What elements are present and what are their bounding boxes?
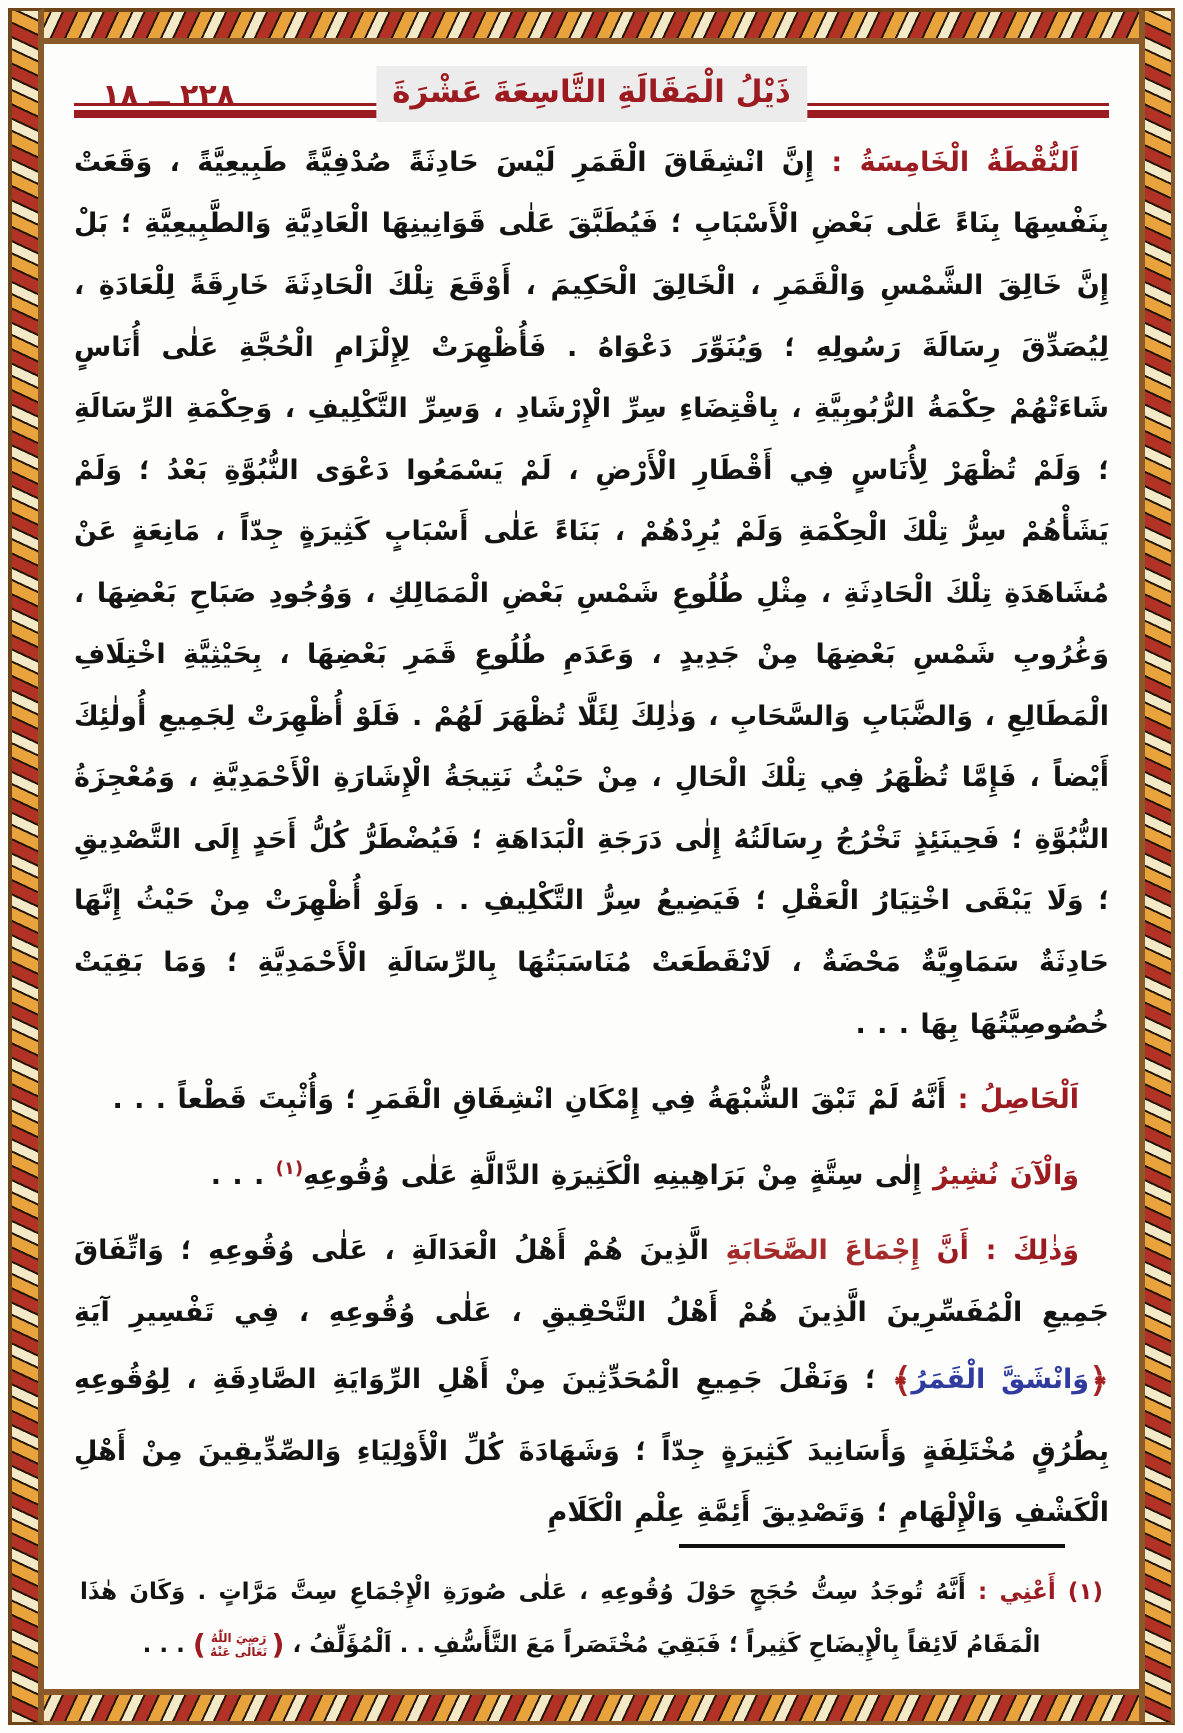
section-lead-conclusion: اَلْحَاصِلُ : bbox=[957, 1084, 1079, 1116]
page-header bbox=[74, 66, 1109, 113]
section-lead-fifth-point: اَلنُّقْطَةُ الْخَامِسَةُ : bbox=[831, 146, 1079, 178]
paragraph-text: إِنَّ انْشِقَاقَ الْقَمَرِ لَيْسَ حَادِثَةً صُدْفِيَّةً طَبِيعِيَّةً ، وَقَعَتْ بِنَفْسِهَا بِنَاءً عَلٰى بَعْضِ الْأَسْبَابِ ؛ فَيُطَبَّقَ عَلٰى قَوَانِينِهَا الْعَادِيَّةِ وَالطَّبِيعِيَّةِ ؛ بَلْ إِنَّ خَالِقَ الشَّمْسِ وَالْقَمَرِ ، الْخَالِقَ الْحَكِيمَ ، أَوْقَعَ تِلْكَ الْحَادِثَةَ خَارِقَةً لِلْعَادَةِ ، لِيُصَدِّقَ رِسَالَةَ رَسُولِهِ ؛ وَيُنَوِّرَ دَعْوَاهُ . فَأُظْهِرَتْ لِإِلْزَامِ الْحُجَّةِ عَلٰى أُنَاسٍ شَاءَتْهُمْ حِكْمَةُ الرُّبُوبِيَّةِ ، بِاقْتِضَاءِ سِرِّ الْإِرْشَادِ ، وَسِرِّ التَّكْلِيفِ ، وَحِكْمَةِ الرِّسَالَةِ ؛ وَلَمْ تُظْهَرْ لِأُنَاسٍ فِي أَقْطَارِ الْأَرْضِ ، لَمْ يَسْمَعُوا دَعْوَى النُّبُوَّةِ بَعْدُ ؛ وَلَمْ يَشَأْهُمْ سِرُّ تِلْكَ الْحِكْمَةِ وَلَمْ يُرِدْهُمْ ، بَنَاءً عَلٰى أَسْبَابٍ كَثِيرَةٍ جِدّاً ، مَانِعَةٍ عَنْ مُشَاهَدَةِ تِلْكَ الْحَادِثَةِ ، مِثْلِ طُلُوعِ شَمْسِ بَعْضِ الْمَمَالِكِ ، وَوُجُودِ صَبَاحِ بَعْضِهَا ، وَغُرُوبِ شَمْسِ بَعْضِهَا مِنْ جَدِيدٍ ، وَعَدَمِ طُلُوعِ قَمَرِ بَعْضِهَا ، بِحَيْثِيَّةِ اخْتِلَافِ الْمَطَالِعِ ، وَالضَّبَابِ وَالسَّحَابِ ، وَذٰلِكَ لِئَلَّا تُظْهَرَ لَهُمْ . فَلَوْ أُظْهِرَتْ لِجَمِيعِ أُولٰئِكَ أَيْضاً ، فَإِمَّا تُظْهَرُ فِي تِلْكَ الْحَالِ ، مِنْ حَيْثُ نَتِيجَةُ الْإِشَارَةِ الْأَحْمَدِيَّةِ ، وَمُعْجِزَةُ النُّبُوَّةِ ؛ فَحِينَئِذٍ تَخْرُجُ رِسَالَتُهُ إِلٰى دَرَجَةِ الْبَدَاهَةِ ؛ فَيُضْطَرُّ كُلُّ أَحَدٍ إِلَى التَّصْدِيقِ ؛ وَلَا يَبْقَى اخْتِيَارُ الْعَقْلِ ؛ فَيَضِيعُ سِرُّ التَّكْلِيفِ . . وَلَوْ أُظْهِرَتْ مِنْ حَيْثُ إِنَّهَا حَادِثَةٌ سَمَاوِيَّةٌ مَحْضَةٌ ، لَانْقَطَعَتْ مُنَاسَبَتُهَا بِالرِّسَالَةِ الْأَحْمَدِيَّةِ ؛ وَمَا بَقِيَتْ خُصُوصِيَّتُهَا بِهَا . . . bbox=[74, 146, 1109, 1040]
paragraph-text: إِلٰى سِتَّةٍ مِنْ بَرَاهِينِهِ الْكَثِيرَةِ الدَّالَّةِ عَلٰى وُقُوعِهِ bbox=[303, 1159, 922, 1191]
ornamental-border-left bbox=[8, 8, 44, 1725]
section-lead-and-that: وَذٰلِكَ : أَنَّ bbox=[936, 1235, 1079, 1267]
paragraph-consensus-of-companions bbox=[74, 1220, 1109, 1544]
paragraph-tail: . . . bbox=[210, 1159, 276, 1191]
verse-ornate-paren-close-icon: ﴾ bbox=[891, 1361, 912, 1402]
page-content bbox=[74, 52, 1109, 1681]
seal-paren-close: ) bbox=[192, 1628, 206, 1662]
paragraph-text: أَنَّهُ لَمْ تَبْقَ الشُّبْهَةُ فِي إِمْكَانِ انْشِقَاقِ الْقَمَرِ ؛ وَأُثْبِتَ قَطْعاً . . . bbox=[112, 1084, 947, 1116]
footnote-marker: (١) أَعْنِي : bbox=[978, 1578, 1103, 1605]
footnote-reference-marker: (١) bbox=[275, 1157, 304, 1179]
paragraph-now-we-point bbox=[74, 1145, 1109, 1207]
footnote-text bbox=[80, 1568, 1103, 1675]
footnote-separator-line bbox=[679, 1544, 1065, 1548]
verse-ornate-paren-open-icon: ﴿ bbox=[1089, 1361, 1109, 1402]
paragraph-text: ؛ وَنَقْلَ جَمِيعِ الْمُحَدِّثِينَ مِنْ أَهْلِ الرِّوَايَةِ الصَّادِقَةِ ، لِوُقُوعِهِ بِطُرُقٍ مُخْتَلِفَةٍ وَأَسَانِيدَ كَثِيرَةٍ جِدّاً ؛ وَشَهَادَةَ كُلِّ الْأَوْلِيَاءِ وَالصِّدِّيقِينَ مِنْ أَهْلِ الْكَشْفِ وَالْإِلْهَامِ ؛ وَتَصْدِيقَ أَئِمَّةِ عِلْمِ الْكَلَامِ bbox=[74, 1364, 1109, 1529]
section-lead-now-we-point: وَالْآنَ نُشِيرُ bbox=[932, 1159, 1079, 1191]
footnote-tail: . . . bbox=[142, 1632, 185, 1659]
seal-paren-open: ( bbox=[271, 1628, 285, 1662]
paragraph-text: الَّذِينَ هُمْ أَهْلُ الْعَدَالَةِ ، عَلٰى وُقُوعِهِ ؛ وَاتِّفَاقَ جَمِيعِ الْمُفَسِّرِينَ الَّذِينَ هُمْ أَهْلُ التَّحْقِيقِ ، عَلٰى وُقُوعِهِ ، فِي تَفْسِيرِ آيَةِ bbox=[74, 1235, 1109, 1328]
section-lead-companions-consensus: إِجْمَاعَ الصَّحَابَةِ bbox=[725, 1235, 920, 1267]
page-number: ٢٢٨ ــ ١٨ bbox=[102, 78, 235, 113]
footnote-body: أَنَّهُ تُوجَدُ سِتُّ حُجَجٍ حَوْلَ وُقُوعِهِ ، عَلٰى صُورَةِ الْإِجْمَاعِ سِتَّ مَرَّاتٍ . وَكَانَ هٰذَا الْمَقَامُ لَائِقاً بِالْإِيضَاحِ كَثِيراً ؛ فَبَقِيَ مُخْتَصَراً مَعَ التَّأَسُّفِ . . اَلْمُؤَلِّفُ ، bbox=[80, 1578, 1041, 1659]
page-title: ذَيْلُ الْمَقَالَةِ التَّاسِعَةَ عَشْرَةَ bbox=[376, 66, 807, 122]
ornamental-border-right bbox=[1139, 8, 1175, 1725]
radi-allahu-anhu-seal: رَضِيَ اللّٰهُ تَعَالٰى عَنْهُ bbox=[210, 1630, 268, 1659]
ornamental-border-top bbox=[8, 8, 1175, 44]
quran-verse-text: وَانْشَقَّ الْقَمَرُ bbox=[911, 1364, 1090, 1396]
ornamental-border-bottom bbox=[8, 1689, 1175, 1725]
paragraph-conclusion bbox=[74, 1069, 1109, 1131]
footnote-section bbox=[74, 1544, 1109, 1675]
paragraph-fifth-point bbox=[74, 132, 1109, 1055]
